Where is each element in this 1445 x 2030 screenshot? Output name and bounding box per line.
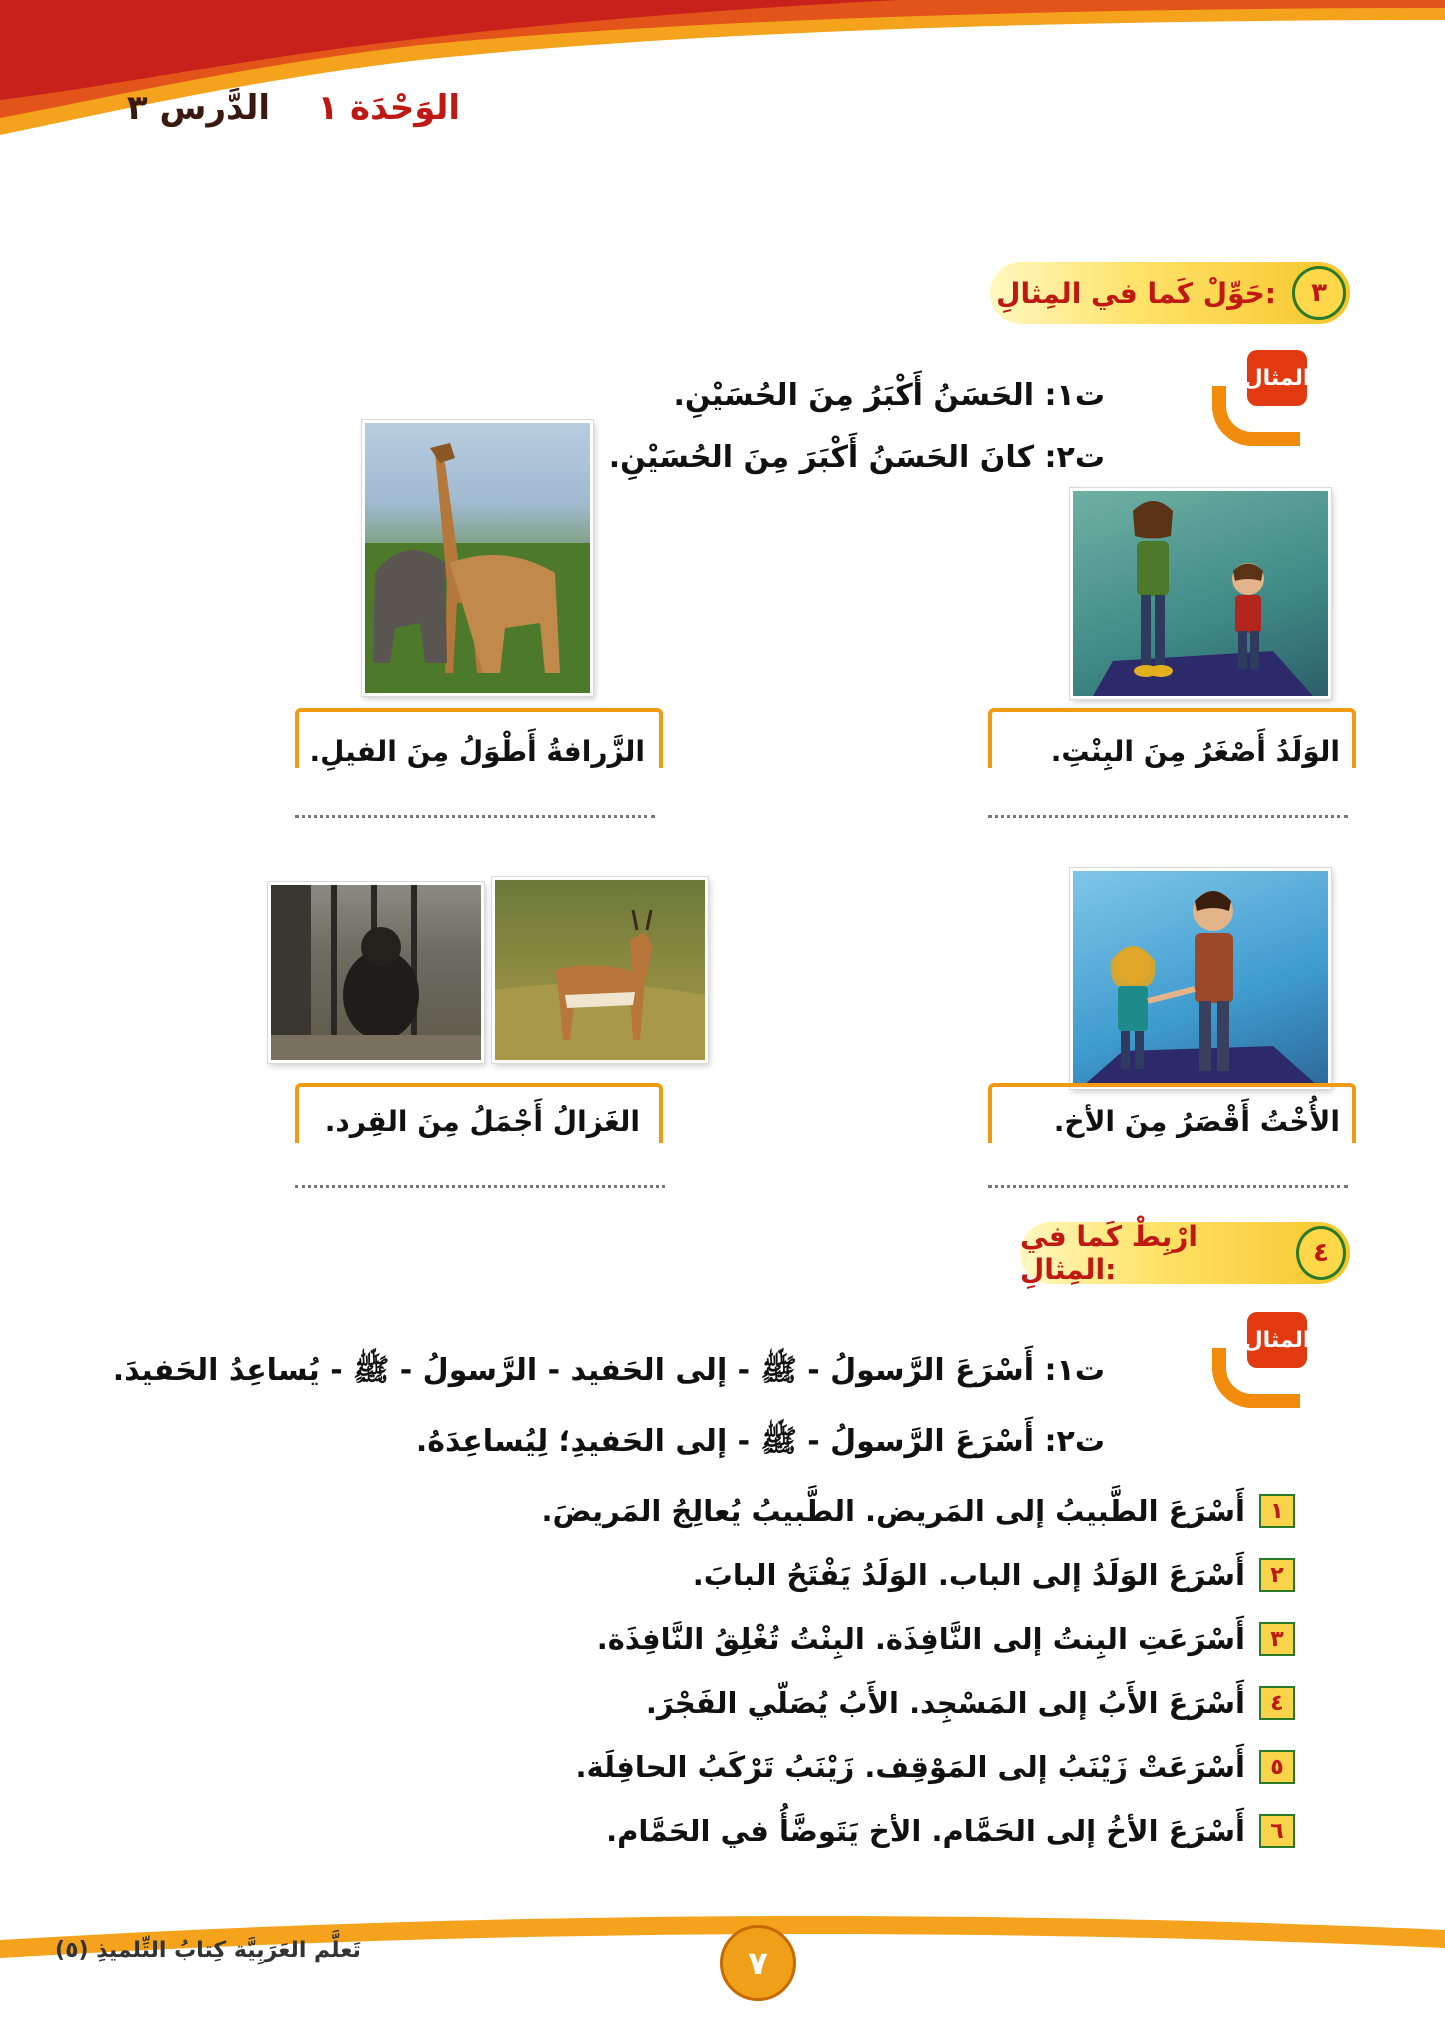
answer-line <box>988 815 1348 818</box>
boy-girl-image <box>1070 488 1331 699</box>
example-line-1: ت١: الحَسَنُ أَكْبَرُ مِنَ الحُسَيْنِ. <box>673 378 1105 413</box>
unit-label: الوَحْدَة ١ <box>317 88 460 128</box>
list-item <box>646 1680 1295 1726</box>
page-number: ٧ <box>720 1925 796 2001</box>
item-number: ٥ <box>1259 1750 1295 1784</box>
item-number: ٤ <box>1259 1686 1295 1720</box>
example-badge <box>1212 350 1311 445</box>
example-line-2: ت٢: أَسْرَعَ الرَّسولُ - ﷺ - إلى الحَفيدِ؛ لِيُساعِدَهُ. <box>415 1424 1105 1459</box>
list-item <box>597 1616 1295 1662</box>
list-item <box>575 1744 1295 1790</box>
item-text: أَسْرَعَ الطَّبيبُ إلى المَريض. الطَّبيبُ يُعالِجُ المَريضَ. <box>541 1494 1245 1528</box>
book-title: تَعلَّم العَرَبِيَّة كِتابُ التِّلميذِ (٥) <box>55 1938 361 1963</box>
caption-boy-girl: الوَلَدُ أَصْغَرُ مِنَ البِنْتِ. <box>1050 735 1340 768</box>
item-text: أَسْرَعَ الأَبُ إلى المَسْجِد. الأَبُ يُصَلّي الفَجْرَ. <box>645 1686 1245 1720</box>
example-badge-label: المثال <box>1247 1312 1307 1368</box>
example-line-2: ت٢: كانَ الحَسَنُ أَكْبَرَ مِنَ الحُسَيْنِ. <box>608 440 1105 475</box>
gorilla-image <box>268 882 484 1063</box>
item-number: ٢ <box>1259 1558 1295 1592</box>
section-title: ارْبِطْ كَما في المِثالِ: <box>1020 1220 1198 1286</box>
caption-brother-sister: الأُخْتُ أَقْصَرُ مِنَ الأخ. <box>1053 1105 1340 1138</box>
list-item <box>542 1488 1295 1534</box>
list-item <box>606 1808 1295 1854</box>
section-3-heading <box>990 262 1350 324</box>
caption-gazelle-monkey: الغَزالُ أَجْمَلُ مِنَ القِرد. <box>324 1105 640 1138</box>
header-title <box>127 88 460 128</box>
section-title: حَوِّلْ كَما في المِثالِ: <box>996 276 1276 310</box>
gazelle-image <box>492 877 708 1063</box>
answer-line <box>295 1185 665 1188</box>
item-number: ٣ <box>1259 1622 1295 1656</box>
section-number: ٣ <box>1292 266 1346 320</box>
example-badge <box>1212 1312 1311 1407</box>
caption-giraffe-elephant: الزَّرافةُ أَطْوَلُ مِنَ الفيلِ. <box>309 735 645 768</box>
item-text: أَسْرَعَتِ البِنتُ إلى النَّافِذَة. البِنْتُ تُغْلِقُ النَّافِذَة. <box>596 1622 1245 1656</box>
list-item <box>693 1552 1295 1598</box>
item-text: أَسْرَعَتْ زَيْنَبُ إلى المَوْقِف. زَيْنَبُ تَرْكَبُ الحافِلَة. <box>575 1750 1245 1784</box>
example-badge-label: المثال <box>1247 350 1307 406</box>
brother-sister-image <box>1070 868 1331 1089</box>
lesson-label: الدَّرس ٣ <box>126 88 271 128</box>
example-line-1: ت١: أَسْرَعَ الرَّسولُ - ﷺ - إلى الحَفيد - الرَّسولُ - ﷺ - يُساعِدُ الحَفيدَ. <box>112 1353 1105 1388</box>
section-4-heading <box>1020 1222 1350 1284</box>
answer-line <box>295 815 655 818</box>
section-number: ٤ <box>1296 1226 1346 1280</box>
item-text: أَسْرَعَ الأخُ إلى الحَمَّام. الأخ يَتَوضَّأُ في الحَمَّام. <box>606 1814 1245 1848</box>
giraffe-elephant-image <box>362 420 593 696</box>
item-number: ١ <box>1259 1494 1295 1528</box>
item-text: أَسْرَعَ الوَلَدُ إلى الباب. الوَلَدُ يَفْتَحُ البابَ. <box>692 1558 1245 1592</box>
item-number: ٦ <box>1259 1814 1295 1848</box>
answer-line <box>988 1185 1348 1188</box>
